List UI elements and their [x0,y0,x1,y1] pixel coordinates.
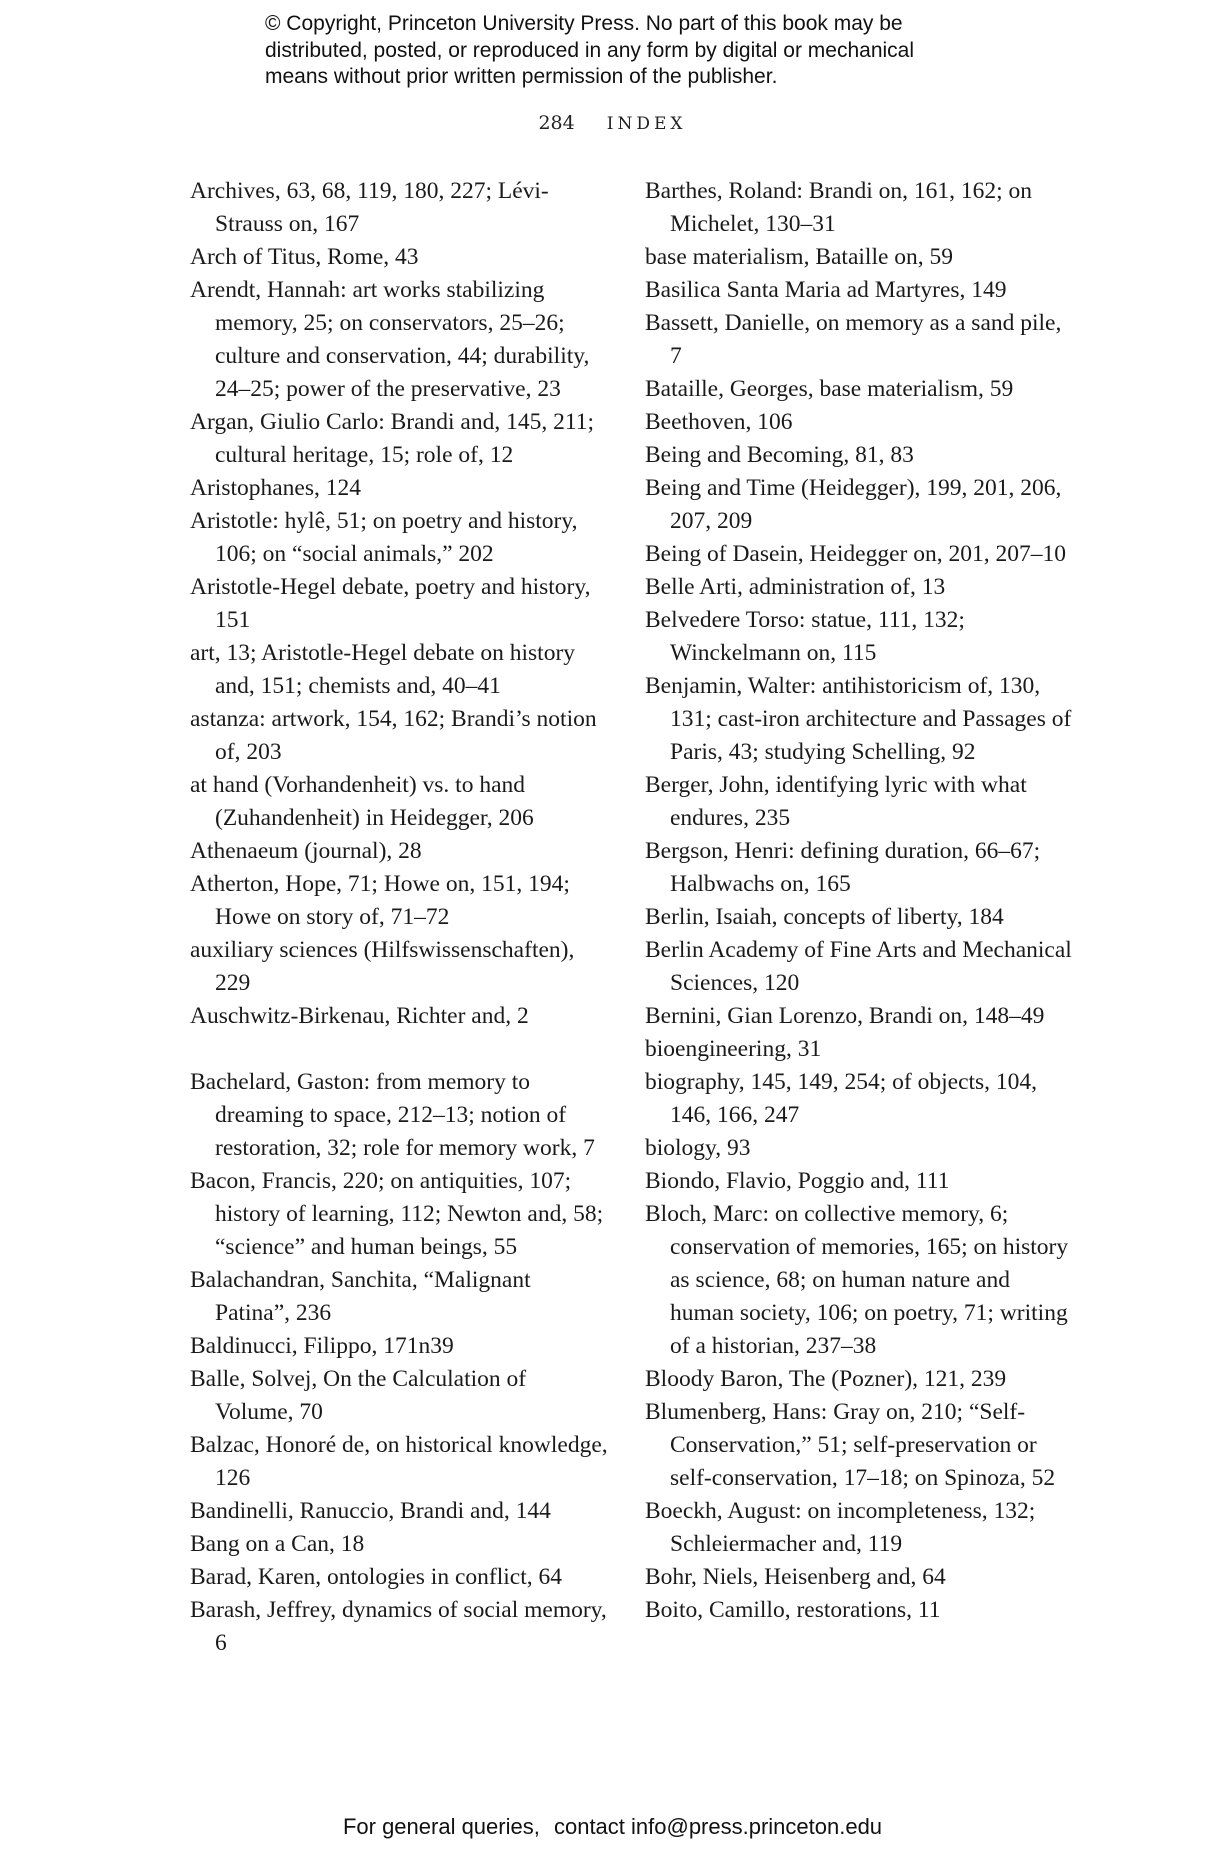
index-entry: biology, 93 [645,1135,751,1161]
index-entry: Bang on a Can, 18 [190,1531,365,1557]
index-entry: Bataille, Georges, base materialism, 59 [645,376,1014,402]
index-entry: Boeckh, August: on incompleteness, 132; Schleiermacher and, 119 [645,1498,1036,1557]
index-entry: Atherton, Hope, 71; Howe on, 151, 194; Howe on story of, 71–72 [190,871,570,930]
index-entry: Athenaeum (journal), 28 [190,838,422,864]
index-entry: Bloch, Marc: on collective memory, 6; conservation of memories, 165; on history as science, 68; on human nature and human society, 106; on poetry, 71; writing of a historian, 237–38 [645,1201,1069,1359]
index-entry: base materialism, Bataille on, 59 [645,244,954,270]
index-entry: Baldinucci, Filippo, 171n39 [190,1333,454,1359]
index-entry: Belle Arti, administration of, 13 [645,574,946,600]
index-entry: astanza: artwork, 154, 162; Brandi’s notion of, 203 [190,706,597,765]
index-entry: Balzac, Honoré de, on historical knowledge, 126 [190,1432,608,1491]
index-entry: Bergson, Henri: defining duration, 66–67; Halbwachs on, 165 [645,838,1041,897]
index-column-right [645,175,1075,1627]
index-entry: Bernini, Gian Lorenzo, Brandi on, 148–49 [645,1003,1045,1029]
index-entry: Belvedere Torso: statue, 111, 132; Winckelmann on, 115 [645,607,965,666]
index-entry: Bloody Baron, The (Pozner), 121, 239 [645,1366,1007,1392]
index-entry: Arendt, Hannah: art works stabilizing memory, 25; on conservators, 25–26; culture and conservation, 44; durability, 24–25; power of the preservative, 23 [190,277,590,402]
index-entry: Barash, Jeffrey, dynamics of social memory, 6 [190,1597,607,1656]
index-entry: Boito, Camillo, restorations, 11 [645,1597,941,1623]
index-entry: Beethoven, 106 [645,409,793,435]
index-entry: biography, 145, 149, 254; of objects, 104, 146, 166, 247 [645,1069,1038,1128]
running-head [0,112,1225,134]
index-entry: Archives, 63, 68, 119, 180, 227; Lévi-Strauss on, 167 [190,178,549,237]
copyright-notice [265,11,1025,91]
contact-email-link[interactable]: contact info@press.princeton.edu [553,1814,883,1839]
footer-contact [0,1814,1225,1840]
index-entry: bioengineering, 31 [645,1036,822,1062]
index-entry: Being and Becoming, 81, 83 [645,442,914,468]
index-entry: Bohr, Niels, Heisenberg and, 64 [645,1564,946,1590]
index-entry: Berlin, Isaiah, concepts of liberty, 184 [645,904,1004,930]
index-entry: Aristophanes, 124 [190,475,362,501]
index-entry: Barthes, Roland: Brandi on, 161, 162; on Michelet, 130–31 [645,178,1033,237]
copyright-line: © Copyright, Princeton University Press. No part of this book may be [265,12,903,35]
index-entry: Blumenberg, Hans: Gray on, 210; “Self-Conservation,” 51; self-preservation or self-conservation, 17–18; on Spinoza, 52 [645,1399,1056,1491]
index-entry: Aristotle-Hegel debate, poetry and history, 151 [190,574,591,633]
index-entry: Basilica Santa Maria ad Martyres, 149 [645,277,1007,303]
index-entry: Balachandran, Sanchita, “Malignant Patina”, 236 [190,1267,531,1326]
page-number: 284 [538,112,575,134]
index-entry: Bacon, Francis, 220; on antiquities, 107; history of learning, 112; Newton and, 58; “science” and human beings, 55 [190,1168,604,1260]
index-entry: Bandinelli, Ranuccio, Brandi and, 144 [190,1498,551,1524]
index-entry: at hand (Vorhandenheit) vs. to hand (Zuhandenheit) in Heidegger, 206 [190,772,534,831]
footer-prefix: For general queries, [342,1814,540,1839]
copyright-line: means without prior written permission of the publisher. [265,65,778,88]
index-entry: Being and Time (Heidegger), 199, 201, 206, 207, 209 [645,475,1062,534]
section-title: INDEX [606,114,687,134]
index-entry: Auschwitz-Birkenau, Richter and, 2 [190,1003,529,1029]
index-entry: Biondo, Flavio, Poggio and, 111 [645,1168,950,1194]
index-entry: Arch of Titus, Rome, 43 [190,244,419,270]
index-entry: Barad, Karen, ontologies in conflict, 64 [190,1564,562,1590]
index-entry: Aristotle: hylê, 51; on poetry and history, 106; on “social animals,” 202 [190,508,578,567]
index-entry: Being of Dasein, Heidegger on, 201, 207–10 [645,541,1066,567]
index-entry: Argan, Giulio Carlo: Brandi and, 145, 211; cultural heritage, 15; role of, 12 [190,409,595,468]
index-entry: Berger, John, identifying lyric with what endures, 235 [645,772,1027,831]
index-entry: Berlin Academy of Fine Arts and Mechanical Sciences, 120 [645,937,1072,996]
index-entry: Balle, Solvej, On the Calculation of Volume, 70 [190,1366,527,1425]
index-column-left [190,175,610,1660]
index-entry: Bassett, Danielle, on memory as a sand pile, 7 [645,310,1062,369]
index-entry: art, 13; Aristotle-Hegel debate on history and, 151; chemists and, 40–41 [190,640,576,699]
copyright-line: distributed, posted, or reproduced in any form by digital or mechanical [265,38,915,62]
index-entry: auxiliary sciences (Hilfswissenschaften), 229 [190,937,575,996]
index-entry: Benjamin, Walter: antihistoricism of, 130, 131; cast-iron architecture and Passages of Paris, 43; studying Schelling, 92 [645,673,1072,765]
index-entry: Bachelard, Gaston: from memory to dreaming to space, 212–13; notion of restoration, 32; role for memory work, 7 [190,1069,595,1161]
